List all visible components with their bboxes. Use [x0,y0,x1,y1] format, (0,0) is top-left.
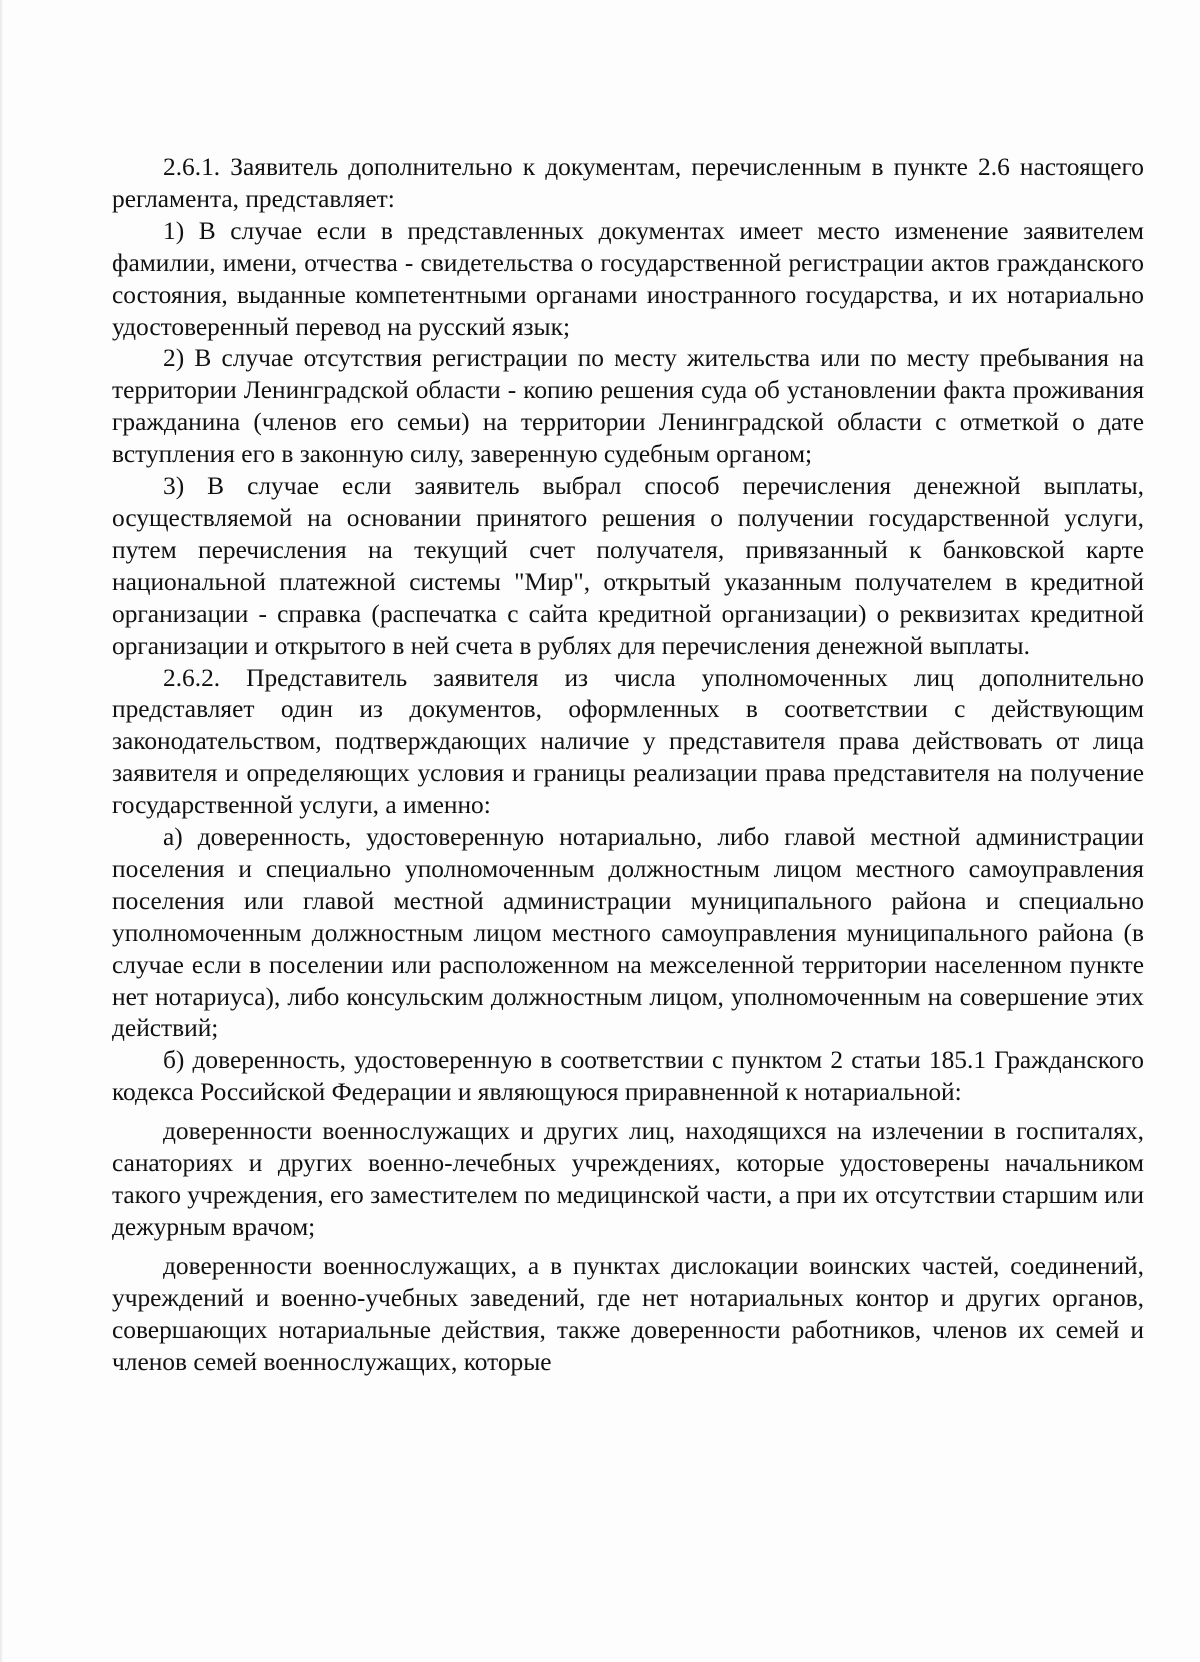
paragraph-military-units: доверенности военнослужащих, а в пунктах дислокации воинских частей, соединений, учреждений и военно-учебных заведений, где нет нотариальных контор и других органов, совершающих нотариальные действия, также доверенности работников, членов их семей и членов семей военнослужащих, которые [112,1251,1144,1376]
paragraph-item-2: 2) В случае отсутствия регистрации по месту жительства или по месту пребывания на территории Ленинградской области - копию решения суда об установлении факта проживания гражданина (членов его семьи) на территории Ленинградской области с отметкой о дате вступления его в законную силу, заверенную судебным органом; [112,344,1144,469]
paragraph-item-1: 1) В случае если в представленных документах имеет место изменение заявителем фамилии, имени, отчества - свидетельства о государственной регистрации актов гражданского состояния, выданные компетентными органами иностранного государства, и их нотариально удостоверенный перевод на русский язык; [112,216,1144,341]
paragraph-2-6-1: 2.6.1. Заявитель дополнительно к документам, перечисленным в пункте 2.6 настоящего регламента, представляет: [112,153,1144,213]
scan-edge [0,0,3,1662]
paragraph-military-hospitals: доверенности военнослужащих и других лиц, находящихся на излечении в госпиталях, санаториях и других военно-лечебных учреждениях, которые удостоверены начальником такого учреждения, его заместителем по медицинской части, а при их отсутствии старшим или дежурным врачом; [112,1117,1144,1241]
paragraph-item-3: 3) В случае если заявитель выбрал способ перечисления денежной выплаты, осуществляемой на основании принятого решения о получении государственной услуги, путем перечисления на текущий счет получателя, привязанный к банковской карте национальной платежной системы "Мир", открытый указанным получателем в кредитной организации - справка (распечатка с сайта кредитной организации) о реквизитах кредитной организации и открытого в ней счета в рублях для перечисления денежной выплаты. [112,472,1144,660]
document-body [112,152,1144,1378]
paragraph-item-b: б) доверенность, удостоверенную в соответствии с пунктом 2 статьи 185.1 Гражданского кодекса Российской Федерации и являющуюся приравненной к нотариальной: [112,1046,1144,1107]
paragraph-item-a: а) доверенность, удостоверенную нотариально, либо главой местной администрации поселения и специально уполномоченным должностным лицом местного самоуправления поселения или главой местной администрации муниципального района и специально уполномоченным должностным лицом местного самоуправления муниципального района (в случае если в поселении или расположенном на межселенной территории населенном пункте нет нотариуса), либо консульским должностным лицом, уполномоченным на совершение этих действий; [112,823,1144,1043]
paragraph-2-6-2: 2.6.2. Представитель заявителя из числа уполномоченных лиц дополнительно представляет один из документов, оформленных в соответствии с действующим законодательством, подтверждающих наличие у представителя права действовать от лица заявителя и определяющих условия и границы реализации права представителя на получение государственной услуги, а именно: [112,663,1144,820]
